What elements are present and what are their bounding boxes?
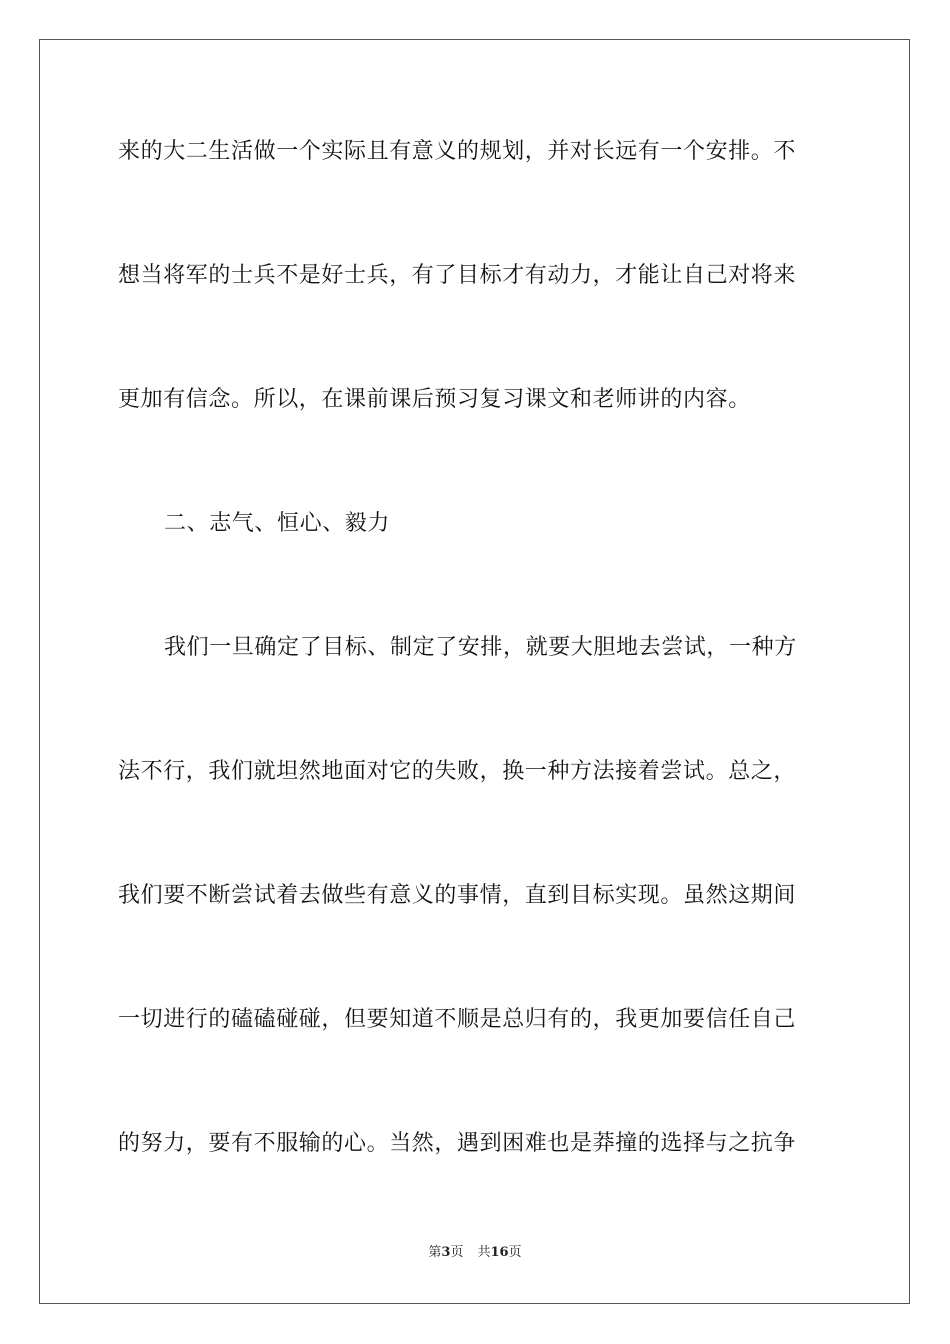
body-line-5: 我们一旦确定了目标、制定了安排，就要大胆地去尝试，一种方 [164,635,797,660]
footer-prefix: 第 [428,1245,442,1260]
footer-total-suffix: 页 [508,1245,522,1260]
footer-page-suffix: 页 [450,1245,464,1260]
body-line-1: 来的大二生活做一个实际且有意义的规划，并对长远有一个安排。不 [118,139,797,164]
current-page-number: 3 [441,1245,451,1260]
body-line-7: 我们要不断尝试着去做些有意义的事情，直到目标实现。虽然这期间 [118,883,797,908]
body-line-6: 法不行，我们就坦然地面对它的失败，换一种方法接着尝试。总之， [118,759,797,784]
page-border [39,39,910,1304]
body-line-2: 想当将军的士兵不是好士兵，有了目标才有动力，才能让自己对将来 [118,263,797,288]
section-heading: 二、志气、恒心、毅力 [164,511,391,536]
total-pages-number: 16 [490,1245,509,1260]
body-line-8: 一切进行的磕磕碰碰，但要知道不顺是总归有的，我更加要信任自己 [118,1007,797,1032]
body-line-3: 更加有信念。所以，在课前课后预习复习课文和老师讲的内容。 [118,387,751,412]
footer-total-prefix: 共 [477,1245,491,1260]
body-line-9: 的努力，要有不服输的心。当然，遇到困难也是莽撞的选择与之抗争 [118,1131,797,1156]
page-footer [0,1244,950,1262]
